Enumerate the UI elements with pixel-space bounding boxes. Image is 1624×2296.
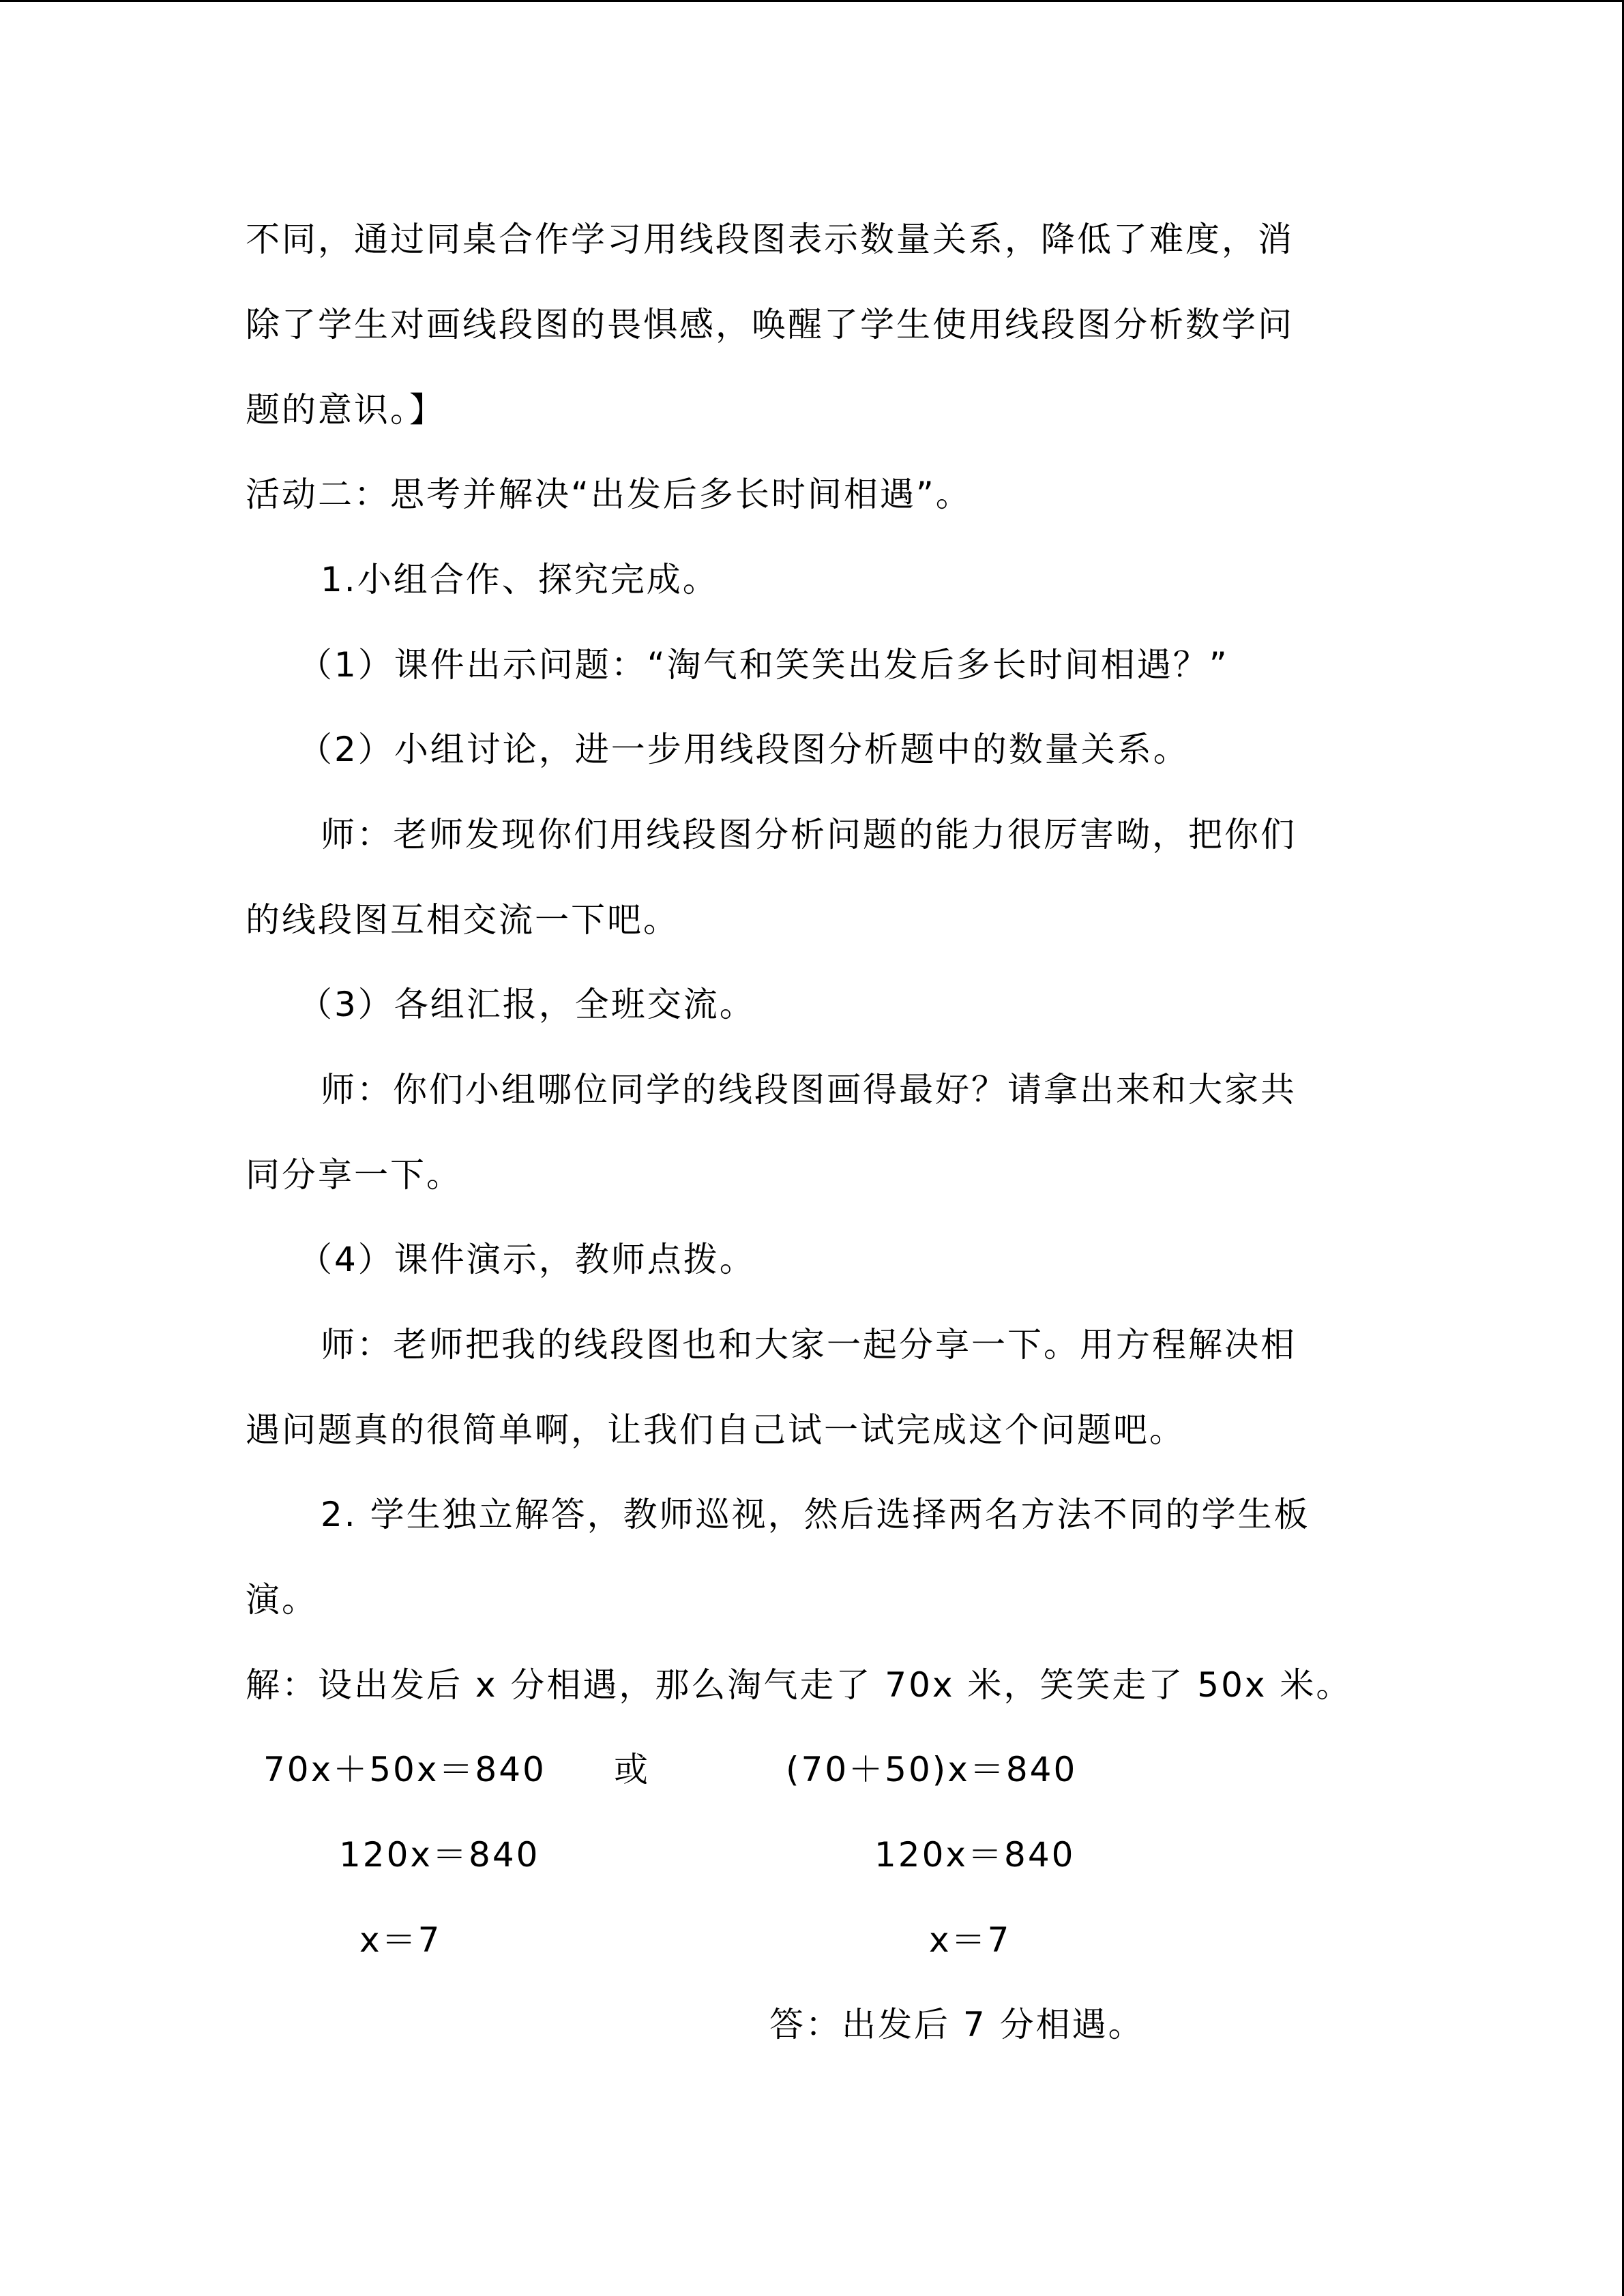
paragraph-line: 不同，通过同桌合作学习用线段图表示数量关系，降低了难度，消 (246, 220, 1294, 259)
sub-step: （3）各组汇报，全班交流。 (298, 985, 756, 1024)
teacher-speech: 师：老师把我的线段图也和大家一起分享一下。用方程解决相 (321, 1325, 1297, 1365)
or-label: 或 (614, 1750, 650, 1789)
paragraph-line: 的线段图互相交流一下吧。 (246, 900, 679, 940)
paragraph-line: 同分享一下。 (246, 1155, 462, 1195)
equation-line: 70x＋50x＝840 (263, 1750, 546, 1789)
teacher-speech: 师：老师发现你们用线段图分析问题的能力很厉害呦，把你们 (321, 815, 1297, 854)
equation-line: x＝7 (359, 1920, 442, 1960)
sub-step: （2）小组讨论，进一步用线段图分析题中的数量关系。 (298, 730, 1190, 769)
sub-step: （4）课件演示，教师点拨。 (298, 1240, 756, 1279)
solution-statement: 解：设出发后 x 分相遇，那么淘气走了 70x 米，笑笑走了 50x 米。 (246, 1665, 1353, 1705)
equation-line: 120x＝840 (339, 1835, 540, 1875)
paragraph-line: 演。 (246, 1580, 318, 1620)
paragraph-line: 遇问题真的很简单啊，让我们自己试一试完成这个问题吧。 (246, 1410, 1185, 1450)
sub-step: （1）课件出示问题：“淘气和笑笑出发后多长时间相遇？” (298, 645, 1229, 685)
paragraph-line: 题的意识。】 (246, 390, 445, 430)
equation-line: 120x＝840 (874, 1835, 1076, 1875)
section-heading: 活动二：思考并解决“出发后多长时间相遇”。 (246, 475, 972, 514)
paragraph-line: 除了学生对画线段图的畏惧感，唤醒了学生使用线段图分析数学问 (246, 305, 1294, 344)
teacher-speech: 师：你们小组哪位同学的线段图画得最好？请拿出来和大家共 (321, 1070, 1297, 1109)
answer-line: 答：出发后 7 分相遇。 (769, 2005, 1145, 2044)
step-heading: 2. 学生独立解答，教师巡视，然后选择两名方法不同的学生板 (321, 1495, 1310, 1534)
equation-line: x＝7 (929, 1920, 1012, 1960)
step-heading: 1.小组合作、探究完成。 (321, 560, 719, 599)
equation-line: (70＋50)x＝840 (786, 1750, 1078, 1789)
